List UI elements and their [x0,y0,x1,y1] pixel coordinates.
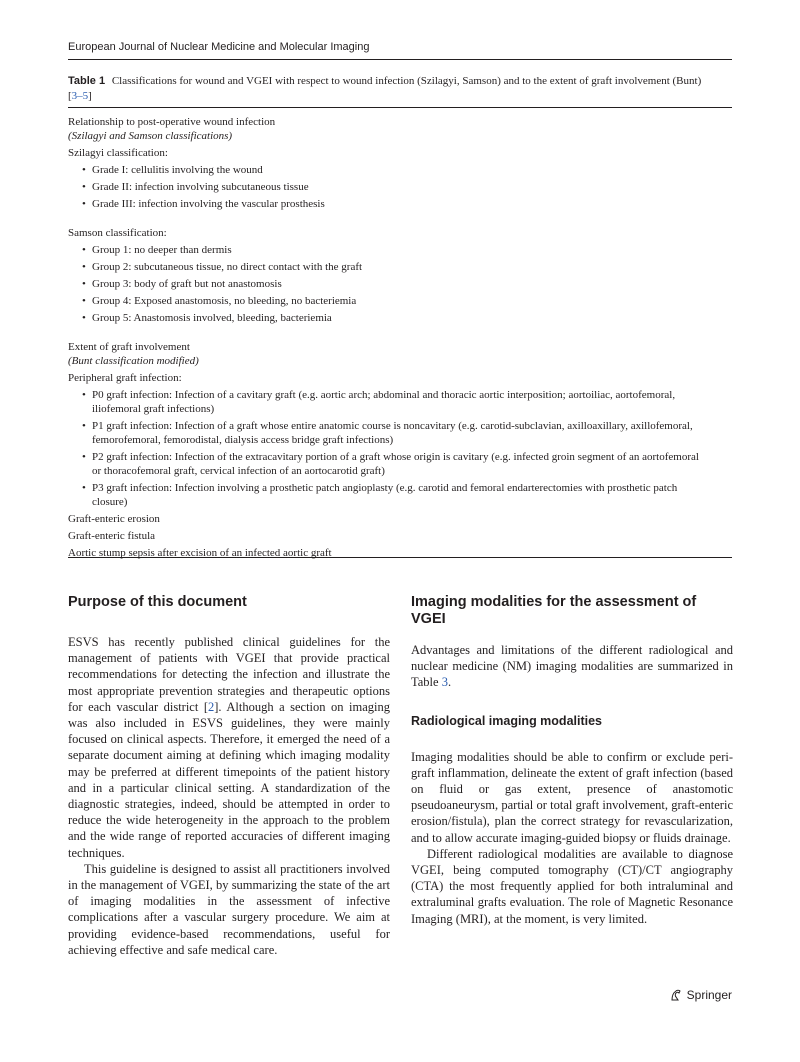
wound-title: Relationship to post-operative wound infection [68,116,276,128]
peripheral-heading: Peripheral graft infection: [68,372,182,384]
purpose-heading: Purpose of this document [68,594,247,610]
table-body [68,115,732,560]
szilagyi-item: • Grade I: cellulitis involving the wound [68,163,732,177]
peripheral-item-line: • P0 graft infection: Infection of a cavitary graft (e.g. aortic arch; abdominal and thoracic aortic interposition; aortoiliac, aortofemoral, [92,389,676,401]
extent-title: Extent of graft involvement [68,341,190,353]
graft-enteric-erosion: Graft-enteric erosion [68,513,160,525]
table-bottom-rule [68,557,732,558]
szilagyi-item: • Grade II: infection involving subcutaneous tissue [68,180,732,194]
imaging-paragraph: Imaging modalities should be able to confirm or exclude peri-graft inflammation, delineate the extent of graft infection (based on fluid or gas extent, presence of anastomotic pseudoaneurysm, partial or total graft involvement, graft-enteric erosion/fistula), plan the correct strategy for revascularization, and to allow accurate imaging-guided biopsy or fluids drainage. [411,749,733,845]
purpose-p1-text: ESVS has recently published clinical guidelines for the management of patients with VGEI that provide practical recommendations for detecting the infection and illustrate the most appropriate prevention strategies and therapeutic options for each vascular district [ [68,635,390,714]
szilagyi-heading: Szilagyi classification: [68,147,168,159]
left-column [68,594,390,958]
peripheral-item-line: • P2 graft infection: Infection of the extracavitary portion of a graft whose origin is cavitary (e.g. infected groin segment of an aortofemoral [92,451,699,463]
wound-subtitle: (Szilagyi and Samson classifications) [68,130,233,142]
running-head: European Journal of Nuclear Medicine and Molecular Imaging [68,41,370,53]
samson-heading: Samson classification: [68,227,167,239]
peripheral-item [68,481,732,509]
table-label: Table 1 [68,75,106,87]
table-top-rule [68,107,732,108]
imaging-paragraph: Different radiological modalities are available to diagnose VGEI, being computed tomography (CT)/CT angiography (CTA) the most frequently applied for both intraluminal and extraluminal grafts evaluation. The role of Magnetic Resonance Imaging (MRI), at the moment, is very limited. [411,846,733,926]
purpose-paragraph [68,634,390,861]
springer-horse-icon [669,988,683,1002]
right-column [411,594,733,927]
table-caption-ref-link[interactable]: 3–5 [71,90,89,102]
table-caption: Table 1 Classifications for wound and VGEI with respect to wound infection (Szilagyi, Samson) and to the extent of graft involvement (Bunt) [3–5] [68,75,702,102]
peripheral-item [68,388,732,416]
publisher-name: Springer [686,988,732,1002]
peripheral-item-line: closure) [92,496,128,508]
imaging-p1-text: Advantages and limitations of the different radiological and nuclear medicine (NM) imaging modalities are summarized in Table [411,643,733,690]
samson-item: • Group 2: subcutaneous tissue, no direct contact with the graft [68,260,732,274]
imaging-heading: Imaging modalities for the assessment of VGEI [411,594,697,627]
table-ref-link[interactable]: 3 [441,675,448,690]
peripheral-item-line: femorofemoral, femorodistal, dialysis access bridge graft infections) [92,434,394,446]
aortic-stump-sepsis: Aortic stump sepsis after excision of an infected aortic graft [68,547,332,559]
imaging-paragraph [411,642,733,691]
peripheral-item-line: • P3 graft infection: Infection involving a prosthetic patch angioplasty (e.g. carotid and femoral endarterectomies with prosthetic patch [92,482,678,494]
imaging-p1-text: . [447,675,452,690]
samson-item: • Group 4: Exposed anastomosis, no bleeding, no bacteriemia [68,294,732,308]
peripheral-item-line: iliofemoral graft infections) [92,403,215,415]
szilagyi-item: • Grade III: infection involving the vascular prosthesis [68,197,732,211]
samson-item: • Group 3: body of graft but not anastomosis [68,277,732,291]
peripheral-item [68,450,732,478]
peripheral-item-line: • P1 graft infection: Infection of a graft whose entire anatomic course is noncavitary (e.g. carotid-subclavian, axilloaxillary, axillofemoral, [92,420,693,432]
peripheral-item [68,419,732,447]
radiological-subheading: Radiological imaging modalities [411,713,603,728]
samson-item: • Group 1: no deeper than dermis [68,243,732,257]
ref-link[interactable]: 2 [208,699,215,714]
samson-item: • Group 5: Anastomosis involved, bleeding, bacteriemia [68,311,732,325]
header-rule [68,59,732,60]
extent-subtitle: (Bunt classification modified) [68,355,199,367]
table-caption-text: Classifications for wound and VGEI with respect to wound infection (Szilagyi, Samson) and to the extent of graft involvement (Bunt) [111,75,702,87]
graft-enteric-fistula: Graft-enteric fistula [68,530,156,542]
peripheral-item-line: or thoracofemoral graft, cervical infection of an aortocarotid graft) [92,465,385,477]
footer [669,988,732,1002]
purpose-p1-text: ]. Although a section on imaging was also included in ESVS guidelines, they were mainly focused on clinical aspects. Therefore, it emerged the need of a separate document aiming at defining which imaging modality may be preferred at different timepoints of the patient history and in a particular clinical setting. A standardization of the diagnostic strategies, indeed, should be attempted in order to reduce the wide heterogeneity in the approach to the problem and the wide range of reported accuracies of different imaging techniques. [68,699,390,860]
purpose-paragraph: This guideline is designed to assist all practitioners involved in the management of VGEI, by summarizing the state of the art of imaging modalities in the assessment of infective complications after a vascular surgery procedure. We aim at providing evidence-based recommendations, useful for achieving effective and safe medical care. [68,861,390,957]
